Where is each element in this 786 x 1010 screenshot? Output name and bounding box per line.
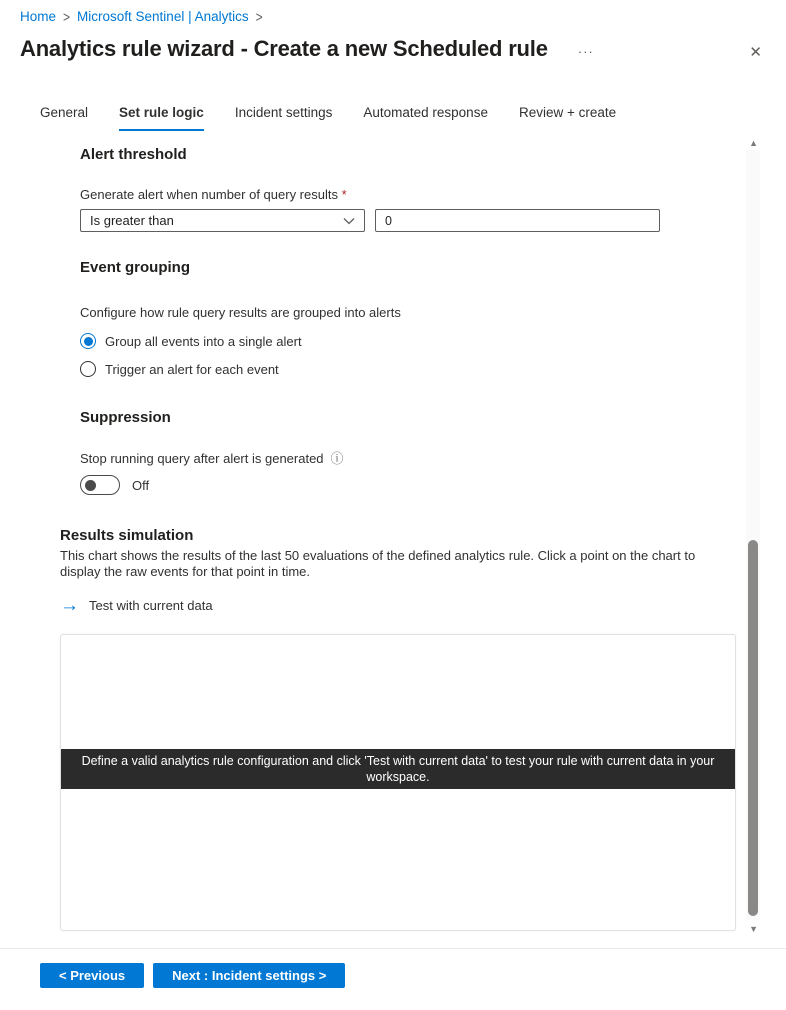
tab-review-create[interactable]: Review + create xyxy=(518,105,617,120)
tab-general[interactable]: General xyxy=(40,105,89,120)
test-with-current-data-link[interactable] xyxy=(60,594,738,616)
title-row xyxy=(20,36,768,63)
operator-dropdown-value: Is greater than xyxy=(90,213,174,228)
radio-label: Group all events into a single alert xyxy=(105,333,302,349)
breadcrumb xyxy=(20,9,263,24)
event-grouping-description: Configure how rule query results are grouped into alerts xyxy=(80,305,401,320)
suppression-label-row xyxy=(80,451,738,466)
toggle-state-label: Off xyxy=(132,477,150,493)
more-options-icon[interactable]: ··· xyxy=(577,44,594,59)
scrollbar-down-icon[interactable]: ▼ xyxy=(749,924,758,934)
previous-button[interactable]: < Previous xyxy=(40,963,144,988)
required-marker: * xyxy=(341,187,347,202)
breadcrumb-chevron-icon: > xyxy=(255,7,263,26)
breadcrumb-home-link[interactable]: Home xyxy=(20,9,57,24)
page-title: Analytics rule wizard - Create a new Scheduled rule xyxy=(20,36,548,61)
radio-alert-per-event[interactable] xyxy=(80,360,738,378)
alert-threshold-heading: Alert threshold xyxy=(80,146,187,163)
radio-label: Trigger an alert for each event xyxy=(105,361,279,377)
radio-unselected-icon[interactable] xyxy=(80,361,96,377)
operator-dropdown[interactable] xyxy=(80,209,365,232)
tab-content xyxy=(60,135,738,931)
suppression-label: Stop running query after alert is generated xyxy=(80,451,324,466)
arrow-right-icon: → xyxy=(60,594,79,616)
radio-group-single-alert[interactable] xyxy=(80,332,738,350)
tab-set-rule-logic[interactable]: Set rule logic xyxy=(119,105,204,131)
tab-automated-response[interactable]: Automated response xyxy=(363,105,488,120)
test-link-label: Test with current data xyxy=(89,598,213,613)
info-icon[interactable]: ⓘ xyxy=(330,451,344,466)
chart-empty-state-banner: Define a valid analytics rule configuration and click 'Test with current data' to test your rule with current data in your workspace. xyxy=(61,749,735,789)
results-simulation-description: This chart shows the results of the last 50 evaluations of the defined analytics rule. Click a point on the chart to display the raw events for that point in time. xyxy=(60,548,696,579)
suppression-toggle-row xyxy=(80,475,738,495)
scrollbar-thumb[interactable] xyxy=(748,540,758,916)
breadcrumb-chevron-icon: > xyxy=(63,7,71,26)
suppression-toggle[interactable] xyxy=(80,475,120,495)
wizard-tabs xyxy=(40,105,616,131)
suppression-heading: Suppression xyxy=(80,409,171,426)
results-simulation-heading: Results simulation xyxy=(60,527,194,544)
scrollbar-up-icon[interactable]: ▲ xyxy=(749,138,758,148)
threshold-value-input[interactable] xyxy=(375,209,660,232)
alert-threshold-controls xyxy=(80,209,738,232)
footer-divider xyxy=(0,948,786,949)
chevron-down-icon xyxy=(343,217,355,225)
toggle-knob xyxy=(85,480,96,491)
results-simulation-chart xyxy=(60,634,736,931)
breadcrumb-sentinel-analytics-link[interactable]: Microsoft Sentinel | Analytics xyxy=(77,9,249,24)
tab-incident-settings[interactable]: Incident settings xyxy=(234,105,333,120)
alert-threshold-label: Generate alert when number of query results * xyxy=(80,187,347,202)
radio-selected-icon[interactable] xyxy=(80,333,96,349)
event-grouping-heading: Event grouping xyxy=(80,259,190,276)
next-incident-settings-button[interactable]: Next : Incident settings > xyxy=(153,963,345,988)
close-icon[interactable]: ✕ xyxy=(749,44,762,61)
footer-buttons xyxy=(40,963,345,988)
